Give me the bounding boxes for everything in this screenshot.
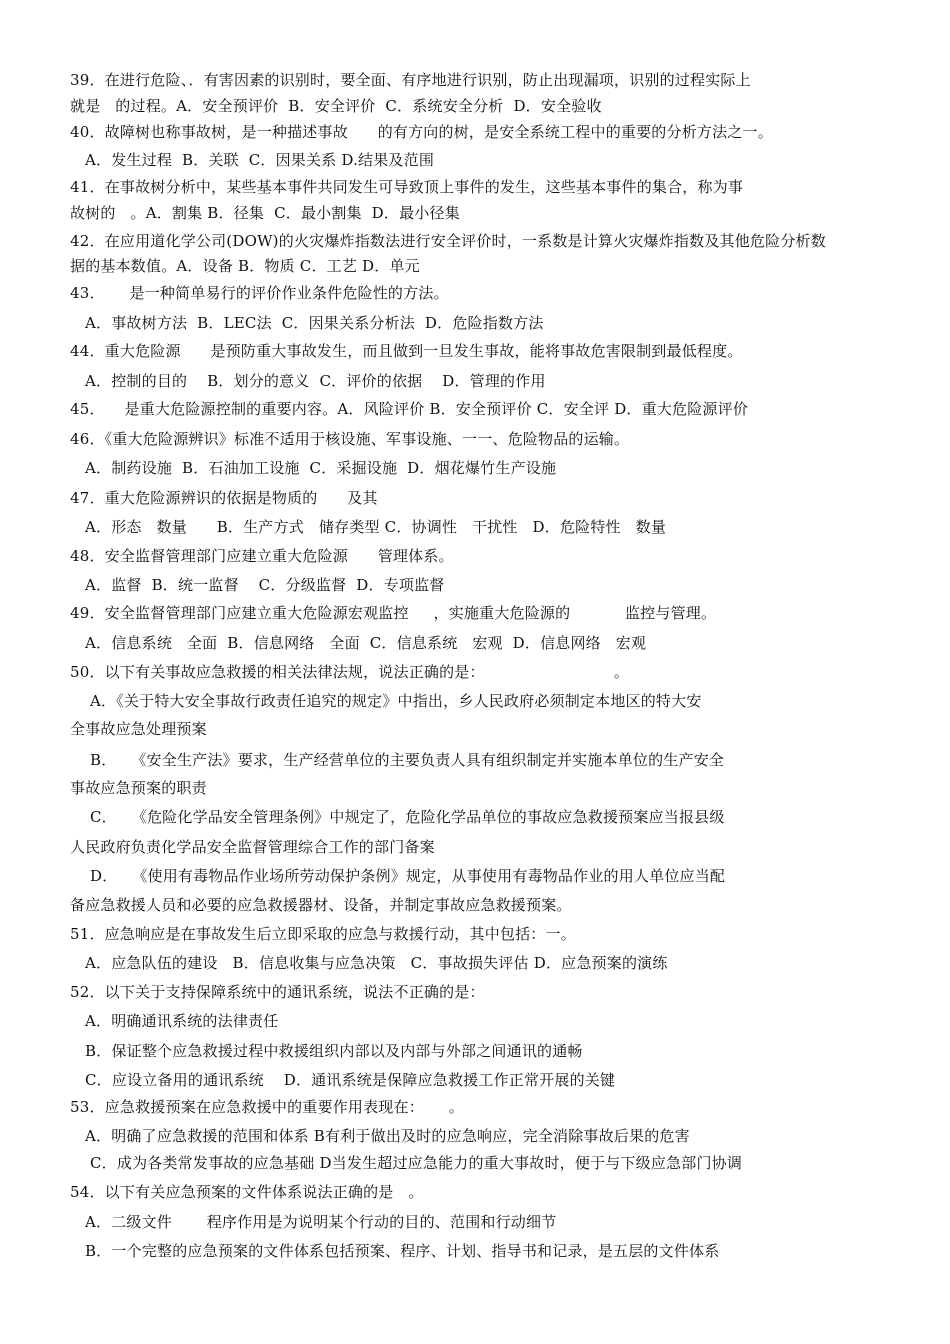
q54-option-b: B．一个完整的应急预案的文件体系包括预案、程序、计划、指导书和记录，是五层的文件体系 (85, 1242, 720, 1260)
q45-line: 45． 是重大危险源控制的重要内容。A．风险评价 B．安全预评价 C．安全评 D．重大危险源评价 (70, 400, 749, 418)
q43-options: A．事故树方法 B．LEC法 C．因果关系分析法 D．危险指数方法 (85, 314, 544, 332)
q54-stem: 54．以下有关应急预案的文件体系说法正确的是 。 (70, 1183, 424, 1201)
q42-line2: 据的基本数值。A．设备 B．物质 C．工艺 D．单元 (70, 257, 420, 275)
q50-option-d-line2: 备应急救援人员和必要的应急救援器材、设备，并制定事故应急救援预案。 (70, 896, 572, 914)
q50-option-b-line2: 事故应急预案的职责 (70, 779, 207, 797)
q42-line1: 42．在应用道化学公司(DOW)的火灾爆炸指数法进行安全评价时，一系数是计算火灾爆炸指数及其他危险分析数 (70, 232, 826, 250)
q50-stem: 50．以下有关事故应急救援的相关法律法规，说法正确的是： 。 (70, 663, 630, 681)
q47-stem: 47．重大危险源辨识的依据是物质的 及其 (70, 489, 378, 507)
q41-line2: 故树的 。A．割集 B．径集 C．最小割集 D．最小径集 (70, 204, 460, 222)
q39-line1: 39．在进行危险、．有害因素的识别时，要全面、有序地进行识别，防止出现漏项，识别的过程实际上 (70, 71, 751, 89)
q50-option-c-line1: C． 《危险化学品安全管理条例》中规定了，危险化学品单位的事故应急救援预案应当报县级 (90, 808, 725, 826)
q53-options-ab: A．明确了应急救援的范围和体系 B有利于做出及时的应急响应，完全消除事故后果的危害 (85, 1127, 690, 1145)
q53-stem: 53．应急救援预案在应急救援中的重要作用表现在： 。 (70, 1098, 464, 1116)
q49-stem: 49．安全监督管理部门应建立重大危险源宏观监控 ，实施重大危险源的 监控与管理。 (70, 604, 717, 622)
q50-option-a-line1: A．《关于特大安全事故行政责任追究的规定》中指出，乡人民政府必须制定本地区的特大安 (90, 692, 702, 710)
q40-stem: 40．故障树也称事故树，是一种描述事故 的有方向的树，是安全系统工程中的重要的分析方法之一。 (70, 123, 773, 141)
q50-option-b-line1: B． 《安全生产法》要求，生产经营单位的主要负责人具有组织制定并实施本单位的生产安全 (90, 751, 725, 769)
q50-option-a-line2: 全事故应急处理预案 (70, 720, 207, 738)
q53-options-cd: C．成为各类常发事故的应急基础 D当发生超过应急能力的重大事故时，便于与下级应急部门协调 (90, 1154, 743, 1172)
q51-stem: 51．应急响应是在事故发生后立即采取的应急与救援行动，其中包括：一。 (70, 925, 576, 943)
q51-options: A．应急队伍的建设 B．信息收集与应急决策 C．事故损失评估 D．应急预案的演练 (85, 954, 668, 972)
q44-stem: 44．重大危险源 是预防重大事故发生，而且做到一旦发生事故，能将事故危害限制到最低程度。 (70, 342, 743, 360)
q44-options: A．控制的目的 B．划分的意义 C．评价的依据 D．管理的作用 (85, 372, 546, 390)
q50-option-d-line1: D． 《使用有毒物品作业场所劳动保护条例》规定，从事使用有毒物品作业的用人单位应当配 (90, 867, 726, 885)
q48-options: A．监督 B．统一监督 C．分级监督 D．专项监督 (85, 576, 445, 594)
q47-options: A．形态 数量 B．生产方式 储存类型 C．协调性 干扰性 D．危险特性 数量 (85, 518, 667, 536)
q41-line1: 41．在事故树分析中，某些基本事件共同发生可导致顶上事件的发生，这些基本事件的集合，称为事 (70, 178, 744, 196)
q46-options: A．制药设施 B．石油加工设施 C．采掘设施 D．烟花爆竹生产设施 (85, 459, 557, 477)
q54-option-a: A．二级文件 程序作用是为说明某个行动的目的、范围和行动细节 (85, 1213, 557, 1231)
q39-line2: 就是 的过程。A．安全预评价 B．安全评价 C．系统安全分析 D．安全验收 (70, 97, 602, 115)
q49-options: A．信息系统 全面 B．信息网络 全面 C．信息系统 宏观 D．信息网络 宏观 (85, 634, 647, 652)
q43-stem: 43． 是一种简单易行的评价作业条件危险性的方法。 (70, 284, 449, 302)
q40-options: A．发生过程 B．关联 C．因果关系 D.结果及范围 (85, 151, 435, 169)
q50-option-c-line2: 人民政府负责化学品安全监督管理综合工作的部门备案 (70, 838, 435, 856)
q52-option-a: A．明确通讯系统的法律责任 (85, 1012, 279, 1030)
q52-option-b: B．保证整个应急救援过程中救援组织内部以及内部与外部之间通讯的通畅 (85, 1042, 583, 1060)
q46-stem: 46．《重大危险源辨识》标准不适用于核设施、军事设施、一一、危险物品的运输。 (70, 430, 630, 448)
q52-stem: 52．以下关于支持保障系统中的通讯系统，说法不正确的是： (70, 983, 485, 1001)
q48-stem: 48．安全监督管理部门应建立重大危险源 管理体系。 (70, 547, 454, 565)
q52-options-cd: C．应设立备用的通讯系统 D．通讯系统是保障应急救援工作正常开展的关键 (85, 1071, 616, 1089)
